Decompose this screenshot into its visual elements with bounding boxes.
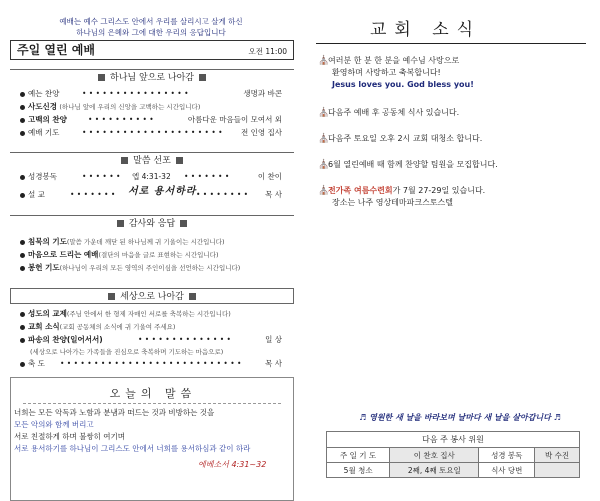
order-row-reading: [20, 172, 282, 182]
bullet-icon: [20, 131, 25, 136]
news-text: Jesus loves you. God bless you!: [332, 80, 474, 89]
row-label: 설 교: [28, 190, 45, 199]
bullet-icon: [20, 118, 25, 123]
row-label: 봉헌 기도: [28, 263, 60, 272]
worship-time: 오전 11:00: [248, 47, 287, 56]
row-dots: • • • • • • •: [184, 172, 230, 181]
church-icon: ⛪: [318, 56, 330, 66]
square-icon: [176, 157, 183, 164]
bullet-icon: [20, 240, 25, 245]
row-dots: • • • • • • • •: [196, 190, 249, 199]
bullet-icon: [20, 266, 25, 271]
row-dots: • • • • • • • • • •: [88, 115, 154, 124]
row-desc: (말씀 가운데 깨닫 된 하나님께 귀 기울이는 시간입니다): [66, 238, 225, 246]
news-text: 여러분 한 분 한 분을 예수님 사랑으로: [328, 56, 460, 65]
church-icon: ⛪: [318, 186, 330, 196]
word-line-4: 서로 용서하기를 하나님이 그리스도 안에서 너희를 용서하심과 같이 하라: [14, 444, 251, 453]
order-row-prayer: [20, 128, 282, 138]
row-desc: (주님 안에서 한 형제 자매인 서로를 축복하는 시간입니다): [66, 310, 231, 318]
row-leader: 전 인영 집사: [241, 128, 282, 137]
order-row-benediction: [20, 359, 282, 369]
intro-line-2: 하나님의 은혜와 그에 대한 우리의 응답입니다: [76, 28, 226, 37]
section-title: 하나님 앞으로 나아감: [110, 73, 194, 83]
square-icon: [117, 220, 124, 227]
divider: [23, 403, 281, 404]
square-icon: [180, 220, 187, 227]
church-icon: ⛪: [318, 160, 330, 170]
row-desc: (결단의 마음을 글로 표현하는 시간입니다): [98, 251, 219, 259]
word-line-1: 너희는 모든 악독과 노함과 분냄과 떠드는 것과 비방하는 것을: [14, 408, 215, 417]
table-cell: 주 일 기 도: [327, 448, 390, 463]
church-icon: ⛪: [318, 108, 330, 118]
bullet-icon: [20, 253, 25, 258]
bullet-icon: [20, 175, 25, 180]
bullet-icon: [20, 193, 25, 198]
order-row-praise: [20, 89, 282, 99]
row-leader: 일 상: [265, 335, 282, 344]
row-leader: 생명과 바콘: [243, 89, 282, 98]
word-line-3: 서로 친절하게 하며 불쌍히 여기며: [14, 432, 125, 441]
square-icon: [199, 74, 206, 81]
square-icon: [98, 74, 105, 81]
worship-header: [10, 40, 294, 60]
scripture-ref: 엡 4:31-32: [132, 172, 171, 181]
order-row-news: [20, 322, 282, 332]
row-dots: • • • • • • • • • • • • • • • • • • • • •: [82, 128, 223, 137]
order-row-fellowship: [20, 309, 282, 319]
row-label: 성경봉독: [28, 172, 57, 181]
section-sending: [10, 288, 294, 304]
news-text: 환영하며 사랑하고 축복합니다!: [332, 68, 441, 77]
intro-line-1: 예배는 예수 그리스도 안에서 우리를 살리시고 살게 하신: [59, 17, 243, 26]
row-dots: • • • • • • • • • • • • • •: [138, 335, 231, 344]
news-item-meal: [318, 107, 592, 119]
row-dots: • • • • • • • • • • • • • • • •: [82, 89, 189, 98]
section-title: 세상으로 나아감: [120, 292, 184, 302]
row-desc: (하나님이 우리의 모든 영역의 주인이심을 선언하는 시간입니다): [59, 264, 241, 272]
row-label: 사도신경: [28, 102, 57, 111]
section-title: 말씀 선포: [133, 156, 171, 166]
row-dots: • • • • • •: [82, 172, 121, 181]
bullet-icon: [20, 105, 25, 110]
section-word: [10, 152, 294, 168]
row-label: 고백의 찬양: [28, 115, 67, 124]
section-title: 감사와 응답: [128, 219, 176, 229]
square-icon: [108, 293, 115, 300]
bullet-icon: [20, 92, 25, 97]
square-icon: [189, 293, 196, 300]
worship-title: 주일 열린 예배: [17, 43, 95, 57]
order-row-sending-note: [30, 347, 292, 357]
word-reference: 에베소서 4:31~32: [198, 460, 267, 469]
table-cell: [535, 463, 580, 478]
row-desc: (세상으로 나아가는 가족들을 진심으로 축복하며 기도하는 마음으로): [30, 348, 224, 356]
square-icon: [121, 157, 128, 164]
worship-intro: [10, 16, 292, 38]
todays-word-title: 오늘의 말씀: [109, 387, 197, 400]
order-row-heart-worship: [20, 250, 282, 260]
row-leader: 목 사: [265, 359, 282, 368]
news-item-praise-team: [318, 159, 592, 171]
news-text: 다음주 예배 후 공동체 식사 있습니다.: [328, 108, 460, 117]
row-label: 교회 소식: [28, 322, 60, 331]
order-row-sermon: [20, 186, 282, 200]
bullet-icon: [20, 362, 25, 367]
news-text: 다음주 토요일 오후 2시 교회 대청소 합니다.: [328, 134, 483, 143]
table-cell: 박 수진: [535, 448, 580, 463]
row-label: 성도의 교제: [28, 309, 67, 318]
sermon-title: 서로 용서하라: [128, 186, 197, 197]
news-item-retreat: [318, 185, 592, 209]
row-desc: 아름다운 마음들이 모여서 외: [187, 115, 282, 124]
motto-banner: ♬ 영원한 새 날을 바라보며 날마다 새 날을 살아갑니다 ♬: [359, 413, 561, 422]
news-item-cleaning: [318, 133, 592, 145]
table-cell: 성경 봉독: [479, 448, 535, 463]
news-item-welcome: [318, 55, 592, 91]
section-thanks: [10, 215, 294, 231]
row-label: 침묵의 기도: [28, 237, 67, 246]
church-icon: ⛪: [318, 134, 330, 144]
service-table: [326, 431, 580, 478]
table-cell: 2째, 4째 토요일: [390, 463, 479, 478]
divider: [316, 43, 586, 44]
order-row-silent-prayer: [20, 237, 282, 247]
order-row-confession: [20, 115, 282, 125]
row-desc: (하나님 앞에 우리의 신앙을 고백하는 시간입니다): [59, 103, 201, 111]
order-row-creed: [20, 102, 282, 112]
row-dots: • • • • • • • • • • • • • • • • • • • • • • • • • • •: [60, 359, 242, 368]
order-row-sending-song: [20, 335, 282, 345]
row-leader: 목 사: [265, 190, 282, 199]
row-label: 축 도: [28, 359, 45, 368]
table-row: [327, 448, 580, 463]
row-leader: 이 찬이: [257, 172, 282, 181]
table-cell: 이 찬호 집사: [390, 448, 479, 463]
word-line-2: 모든 악의와 함께 버리고: [14, 420, 94, 429]
row-dots: • • • • • • •: [70, 190, 116, 199]
service-caption: 다음 주 봉사 위원: [327, 432, 580, 448]
bullet-icon: [20, 312, 25, 317]
row-desc: (교회 공동체의 소식에 귀 기울여 주세요): [59, 323, 176, 331]
news-text: 장소는 나주 영상테마파크스토스텔: [332, 198, 454, 207]
news-text: 6월 열린예배 때 함께 찬양할 팀원을 모집합니다.: [328, 160, 498, 169]
section-approach: [10, 69, 294, 85]
news-text: 가 7월 27-29일 있습니다.: [392, 186, 486, 195]
row-label: 파송의 찬양(일어서서): [28, 335, 103, 344]
table-cell: 5월 청소: [327, 463, 390, 478]
row-label: 마음으로 드리는 예배: [28, 250, 99, 259]
bullet-icon: [20, 338, 25, 343]
news-title: 교회 소식: [370, 20, 482, 40]
table-row: [327, 463, 580, 478]
row-label: 예배 기도: [28, 128, 60, 137]
news-highlight: 전가족 여름수련회: [328, 186, 393, 195]
order-row-offering: [20, 263, 282, 273]
bullet-icon: [20, 325, 25, 330]
row-label: 예는 찬양: [28, 89, 60, 98]
table-cell: 식사 당번: [479, 463, 535, 478]
